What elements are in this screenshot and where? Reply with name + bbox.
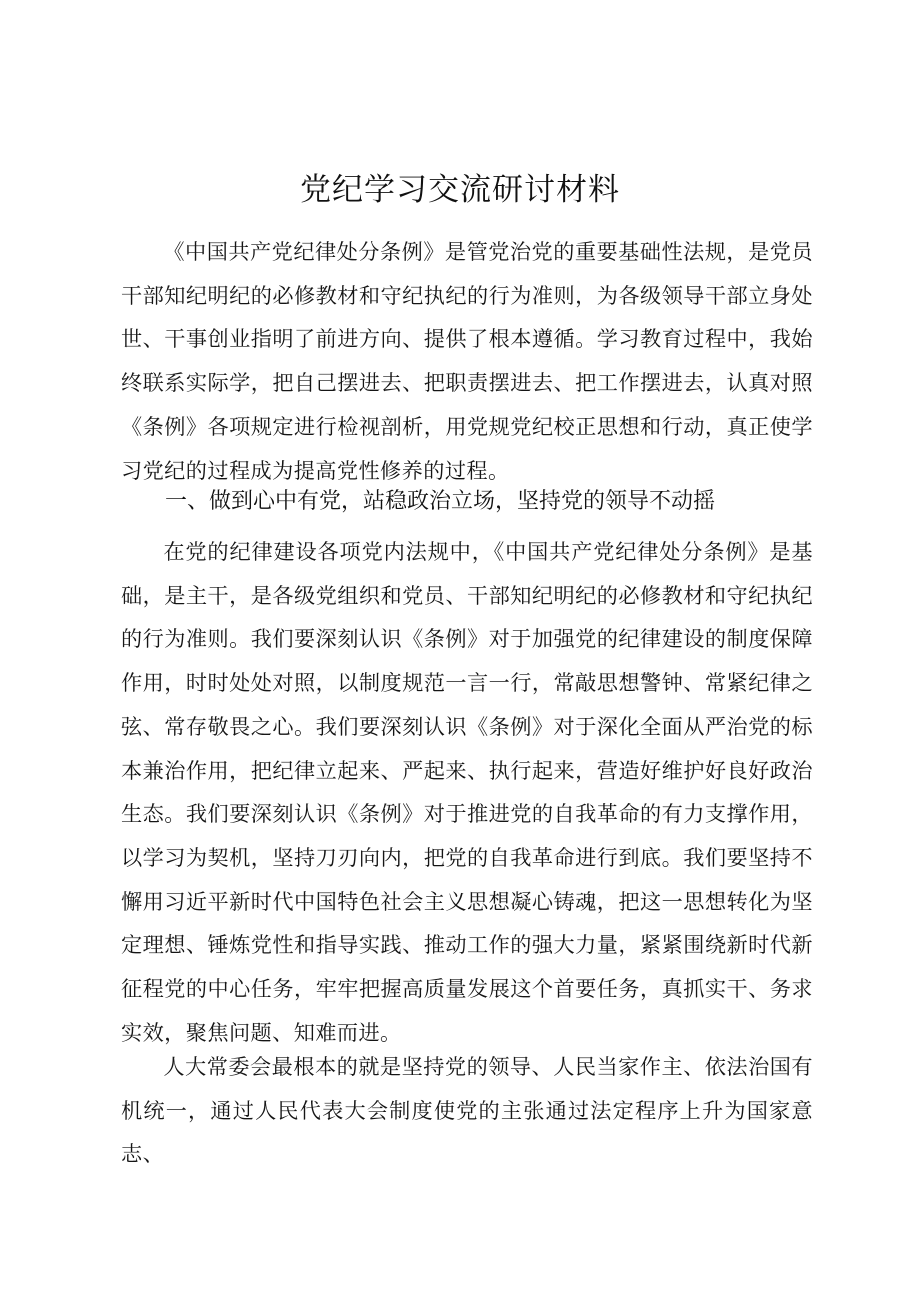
body-paragraph: 在党的纪律建设各项党内法规中，《中国共产党纪律处分条例》是基础，是主干，是各级党组织和党员、干部知纪明纪的必修教材和守纪执纪的行为准则。我们要深刻认识《条例》对于加强党的纪律建设的制度保障作用，时时处处对照，以制度规范一言一行，常敲思想警钟、常紧纪律之弦、常存敬畏之心。我们要深刻认识《条例》对于深化全面从严治党的标本兼治作用，把纪律立起来、严起来、执行起来，营造好维护好良好政治生态。我们要深刻认识《条例》对于推进党的自我革命的有力支撑作用，以学习为契机，坚持刀刃向内，把党的自我革命进行到底。我们要坚持不懈用习近平新时代中国特色社会主义思想凝心铸魂，把这一思想转化为坚定理想、锤炼党性和指导实践、推动工作的强大力量，紧紧围绕新时代新征程党的中心任务，牢牢把握高质量发展这个首要任务，真抓实干、务求实效，聚焦问题、知难而进。 xyxy=(121,539,813,1045)
intro-paragraph: 《中国共产党纪律处分条例》是管党治党的重要基础性法规，是党员干部知纪明纪的必修教材和守纪执纪的行为准则，为各级领导干部立身处世、干事创业指明了前进方向、提供了根本遵循。学习教育过程中，我始终联系实际学，把自己摆进去、把职责摆进去、把工作摆进去，认真对照《条例》各项规定进行检视剖析，用党规党纪校正思想和行动，真正使学习党纪的过程成为提高党性修养的过程。 xyxy=(121,239,813,483)
document-title: 党纪学习交流研讨材料 xyxy=(300,172,620,208)
body-paragraph: 人大常委会最根本的就是坚持党的领导、人民当家作主、依法治国有机统一，通过人民代表大会制度使党的主张通过法定程序上升为国家意志、 xyxy=(121,1054,813,1167)
section-heading: 一、做到心中有党，站稳政治立场，坚持党的领导不动摇 xyxy=(165,489,716,514)
